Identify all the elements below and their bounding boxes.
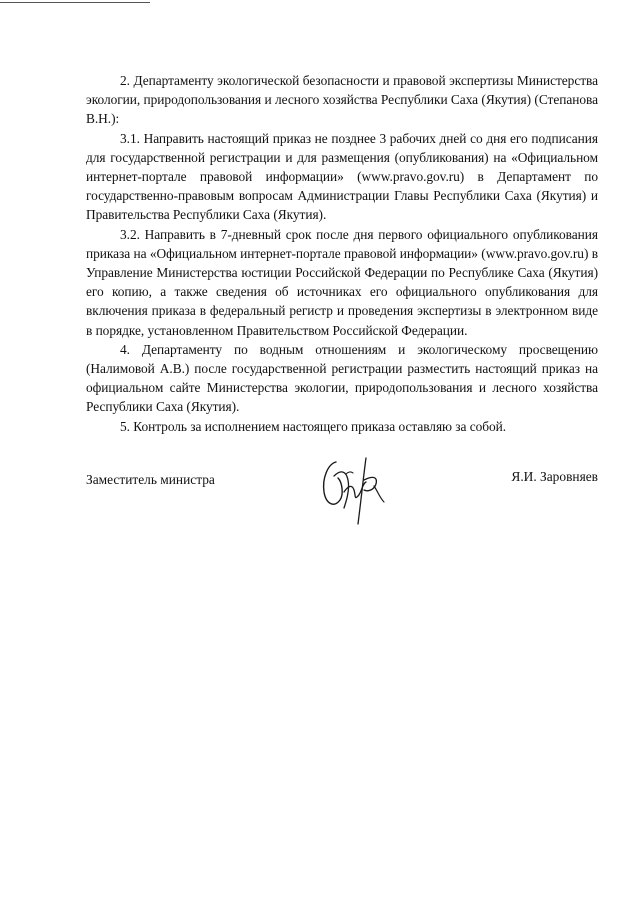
scan-edge-line <box>0 2 150 3</box>
paragraph-3-1: 3.1. Направить настоящий приказ не позднее 3 рабочих дней со дня его подписания для государственной регистрации и для размещения (опубликования) на «Официальном интернет-портале правовой информации» (www.pravo.gov.ru) в Департамент по государственно-правовым вопросам Администрации Главы Республики Саха (Якутия) и Правительства Республики Саха (Якутия). <box>86 130 598 223</box>
signer-name: Я.И. Заровняев <box>511 469 598 484</box>
paragraph-5: 5. Контроль за исполнением настоящего приказа оставляю за собой. <box>120 418 507 434</box>
handwritten-signature-icon <box>318 452 388 530</box>
paragraph-3-2: 3.2. Направить в 7-дневный срок после дня первого официального опубликования приказа на «Официальном интернет-портале правовой информации» (www.pravo.gov.ru) в Управление Министерства юстиции Российской Федерации по Республике Саха (Якутия) его копию, а также сведения об источниках его официального опубликования для включения приказа в федеральный регистр и проведения экспертизы в электронном виде в порядке, установленном Правительством Российской Федерации. <box>86 226 598 338</box>
paragraph-4: 4. Департаменту по водным отношениям и экологическому просвещению (Налимовой А.В.) после государственной регистрации разместить настоящий приказ на официальном сайте Министерства экологии, природопользования и лесного хозяйства Республики Саха (Якутия). <box>86 341 598 415</box>
signature-block <box>86 452 598 532</box>
document-body <box>86 71 598 436</box>
signer-position: Заместитель министра <box>86 472 215 487</box>
paragraph-2: 2. Департаменту экологической безопасности и правовой экспертизы Министерства экологии, природопользования и лесного хозяйства Республики Саха (Якутия) (Степанова В.Н.): <box>86 73 598 127</box>
